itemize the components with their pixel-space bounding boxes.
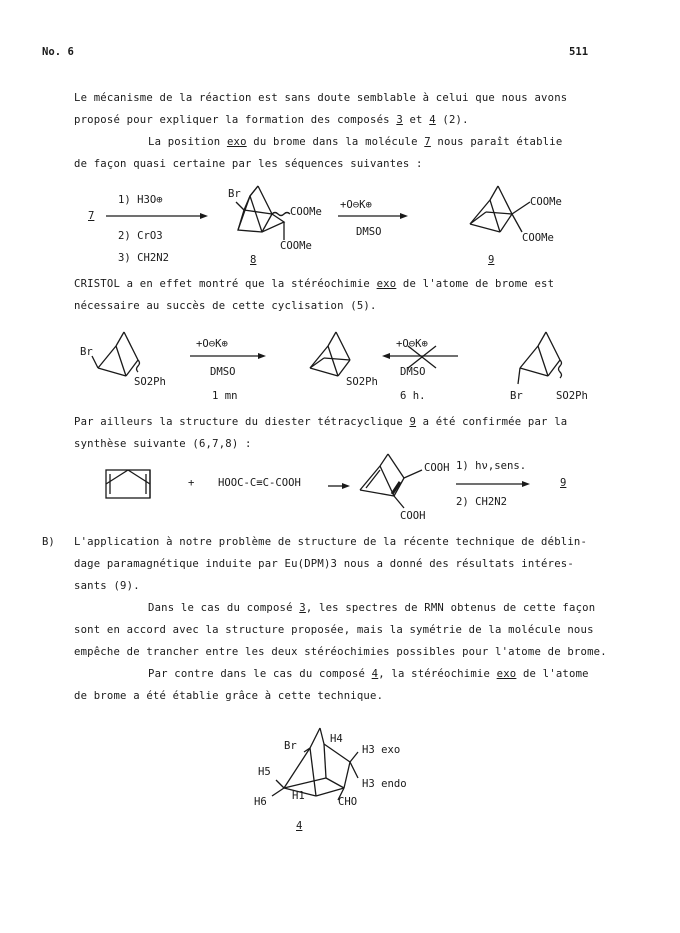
solvent-dmso-1: DMSO — [356, 226, 382, 238]
para3-line1: CRISTOL a en effet montré que la stéréochimie exo de l'atome de brome est — [74, 278, 555, 290]
scheme2-cond-dmso-1: DMSO — [210, 366, 236, 378]
fig4-h1: H1 — [292, 790, 305, 802]
start-compound-7: 7 — [88, 210, 95, 222]
fig4-h3-endo: H3 endo — [362, 778, 407, 790]
scheme2-left-br: Br — [80, 346, 93, 358]
scheme3-product-cooh-2: COOH — [400, 510, 426, 522]
step-1: 1) H3O⊕ — [118, 194, 163, 206]
scheme2-middle-so2ph: SO2Ph — [346, 376, 378, 388]
scheme3-alkyne: HOOC-C≡C-COOH — [218, 477, 301, 489]
step-2: 2) CrO3 — [118, 230, 163, 242]
para5-line3: empêche de trancher entre les deux stéréochimies possibles pour l'atome de brome. — [74, 646, 607, 658]
fig4-cho: CHO — [338, 796, 358, 808]
fig4-h6: H6 — [254, 796, 267, 808]
para4-line2: synthèse suivante (6,7,8) : — [74, 438, 252, 450]
scheme2-right-so2ph: SO2Ph — [556, 390, 588, 402]
scheme3-step-1: 1) hν,sens. — [456, 460, 527, 472]
cpd9-coome-2: COOMe — [522, 232, 554, 244]
fig4-h3-exo: H3 exo — [362, 744, 401, 756]
fig4-br: Br — [284, 740, 297, 752]
para5-line1: Dans le cas du composé 3, les spectres de RMN obtenus de cette façon — [148, 602, 596, 614]
step-3: 3) CH2N2 — [118, 252, 170, 264]
fig4-h4: H4 — [330, 733, 343, 745]
scheme3-product-9: 9 — [560, 477, 567, 489]
scheme2-reagent-1: +O⊖K⊕ — [196, 338, 228, 350]
para1-line2: proposé pour expliquer la formation des composés 3 et 4 (2). — [74, 114, 469, 126]
scheme2-cond-time-2: 6 h. — [400, 390, 426, 402]
para1-line1: Le mécanisme de la réaction est sans doute semblable à celui que nous avons — [74, 92, 568, 104]
sectionb-line3: sants (9). — [74, 580, 140, 592]
cpd9-number: 9 — [488, 254, 495, 266]
cpd8-coome-2: COOMe — [280, 240, 312, 252]
para4-line1: Par ailleurs la structure du diester tétracyclique 9 a été confirmée par la — [74, 416, 568, 428]
scheme2-left-so2ph: SO2Ph — [134, 376, 166, 388]
scheme3-step-2: 2) CH2N2 — [456, 496, 508, 508]
page-number: 511 — [569, 46, 589, 58]
para6-line1: Par contre dans le cas du composé 4, la stéréochimie exo de l'atome — [148, 668, 589, 680]
cpd8-coome-1: COOMe — [290, 206, 322, 218]
para6-line2: de brome a été établie grâce à cette technique. — [74, 690, 384, 702]
section-b-marker: B) — [42, 536, 55, 548]
scheme3-plus: + — [188, 477, 195, 489]
journal-number: No. 6 — [42, 46, 74, 58]
scheme3-product-cooh-1: COOH — [424, 462, 450, 474]
cpd8-number: 8 — [250, 254, 257, 266]
fig4-number: 4 — [296, 820, 303, 832]
scheme2-cond-dmso-2: DMSO — [400, 366, 426, 378]
cpd8-br: Br — [228, 188, 241, 200]
sectionb-line2: dage paramagnétique induite par Eu(DPM)3 nous a donné des résultats intéres- — [74, 558, 574, 570]
para3-line2: nécessaire au succès de cette cyclisation (5). — [74, 300, 377, 312]
para5-line2: sont en accord avec la structure proposée, mais la symétrie de la molécule nous — [74, 624, 594, 636]
reagent-tbuok-1: +O⊖K⊕ — [340, 199, 372, 211]
para2-line1: La position exo du brome dans la molécule 7 nous paraît établie — [148, 136, 563, 148]
sectionb-line1: L'application à notre problème de structure de la récente technique de déblin- — [74, 536, 588, 548]
scheme2-right-br: Br — [510, 390, 523, 402]
scheme2-reagent-2: +O⊖K⊕ — [396, 338, 428, 350]
fig4-h5: H5 — [258, 766, 271, 778]
scheme2-cond-time-1: 1 mn — [212, 390, 238, 402]
cpd9-coome-1: COOMe — [530, 196, 562, 208]
para2-line2: de façon quasi certaine par les séquences suivantes : — [74, 158, 423, 170]
